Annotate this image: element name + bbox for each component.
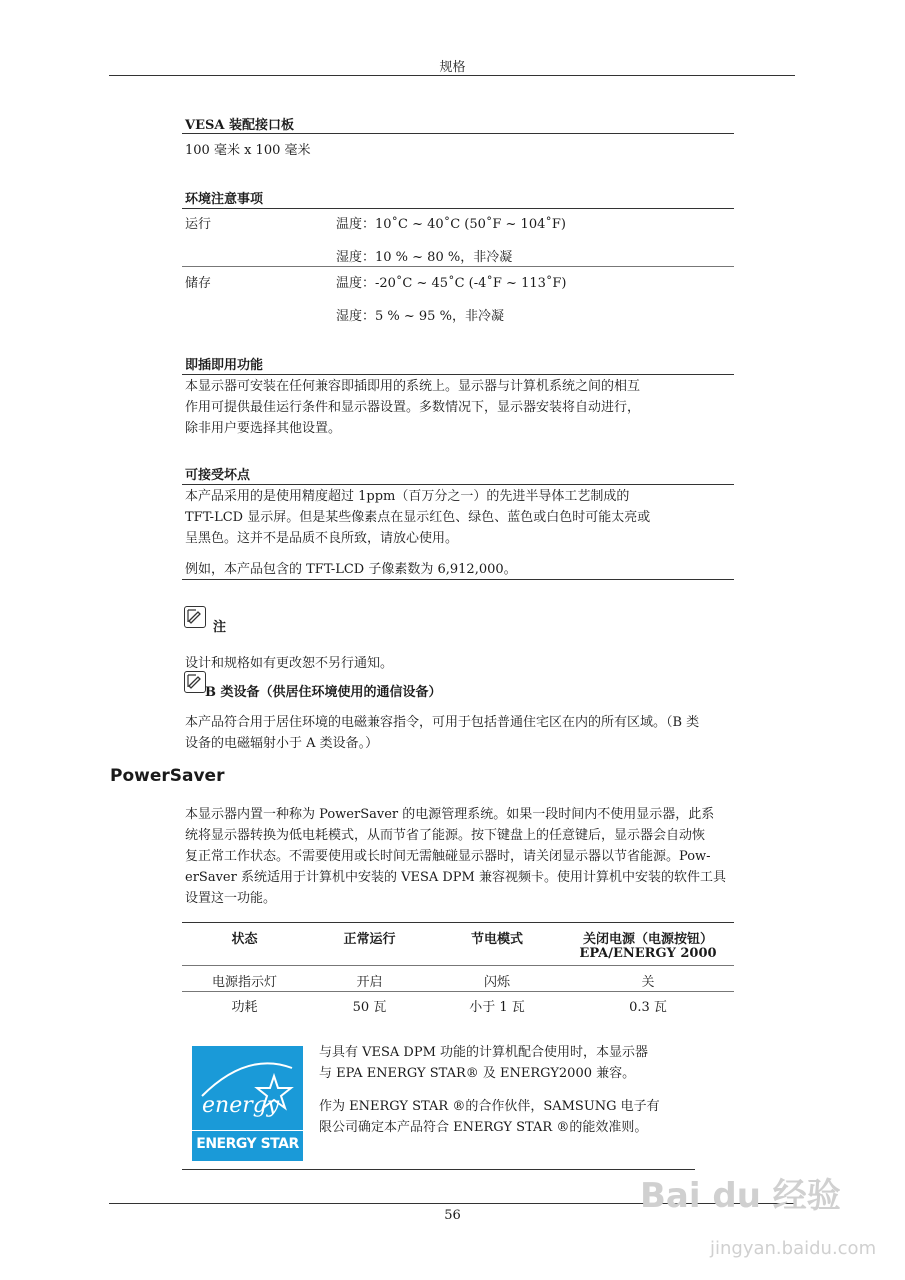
energystar-rule: [182, 1169, 695, 1170]
energystar-line: 与 EPA ENERGY STAR® 及 ENERGY2000 兼容。: [319, 1066, 636, 1081]
env-operating-label: 运行: [185, 217, 212, 232]
energy-star-label: ENERGY STAR: [196, 1136, 299, 1152]
power-table-cell: 功耗: [231, 1000, 258, 1015]
deadpixel-line: 呈黑色。这并不是品质不良所致，请放心使用。: [185, 531, 459, 546]
powersaver-line: 设置这一功能。: [185, 891, 277, 906]
plugplay-line: 除非用户要选择其他设置。: [185, 421, 342, 436]
page-number: 56: [444, 1208, 461, 1223]
environment-heading: 环境注意事项: [185, 192, 264, 207]
energy-script: energy: [202, 1093, 280, 1118]
energystar-line: 与具有 VESA DPM 功能的计算机配合使用时，本显示器: [319, 1045, 649, 1060]
powersaver-line: 复正常工作状态。不需要使用或长时间无需触碰显示器时，请关闭显示器以节省能源。Pow-: [185, 849, 711, 864]
deadpixel-body: [185, 486, 745, 549]
note1-text: 设计和规格如有更改恕不另行通知。: [185, 656, 394, 671]
powersaver-line: erSaver 系统适用于计算机中安装的 VESA DPM 兼容视频卡。使用计算机中安装的软件工具: [185, 870, 726, 885]
env-storage-label: 储存: [185, 276, 212, 291]
powersaver-body: [185, 804, 800, 909]
power-table-header-normal: 正常运行: [343, 932, 396, 947]
note-icon: [184, 671, 206, 693]
power-table-header-epa: EPA/ENERGY 2000: [579, 946, 717, 961]
vesa-heading: VESA 装配接口板: [185, 118, 294, 133]
energy-star-divider: [192, 1130, 303, 1131]
header-rule: [109, 75, 795, 76]
power-table-cell: 小于 1 瓦: [469, 1000, 525, 1015]
note2-line: 设备的电磁辐射小于 A 类设备。）: [185, 736, 379, 751]
power-table-cell: 关: [641, 975, 655, 990]
env-operating-temp: 温度：10˚C ~ 40˚C (50˚F ~ 104˚F): [336, 217, 566, 232]
note2-label: B 类设备（供居住环境使用的通信设备）: [205, 685, 442, 700]
plugplay-heading: 即插即用功能: [185, 358, 264, 373]
power-table-header-off: 关闭电源（电源按钮）: [582, 932, 713, 947]
power-table-header-rule: [182, 965, 734, 966]
note2-line: 本产品符合用于居住环境的电磁兼容指令，可用于包括普通住宅区在内的所有区域。（B 类: [185, 715, 700, 730]
env-operating-humidity: 湿度：10 % ~ 80 %，非冷凝: [336, 250, 513, 265]
environment-row-rule: [182, 266, 734, 267]
energystar-para1: [319, 1042, 719, 1084]
power-table-cell: 50 瓦: [352, 1000, 387, 1015]
env-storage-temp: 温度：-20˚C ~ 45˚C (-4˚F ~ 113˚F): [336, 276, 567, 291]
power-table-top-rule: [182, 922, 734, 923]
plugplay-line: 作用可提供最佳运行条件和显示器设置。多数情况下，显示器安装将自动进行，: [185, 400, 641, 415]
powersaver-line: 本显示器内置一种称为 PowerSaver 的电源管理系统。如果一段时间内不使用显示器，此系: [185, 807, 715, 822]
power-table-header-state: 状态: [231, 932, 258, 947]
energystar-para2: [319, 1096, 719, 1138]
vesa-value: 100 毫米 x 100 毫米: [185, 143, 311, 158]
deadpixel-line: 本产品采用的是使用精度超过 1ppm（百万分之一）的先进半导体工艺制成的: [185, 489, 630, 504]
page-header-title: 规格: [439, 60, 466, 75]
plugplay-body: [185, 376, 745, 439]
powersaver-heading: PowerSaver: [110, 766, 225, 786]
powersaver-line: 统将显示器转换为低电耗模式，从而节省了能源。按下键盘上的任意键后，显示器会自动恢: [185, 828, 706, 843]
deadpixel-example: 例如，本产品包含的 TFT-LCD 子像素数为 6,912,000。: [185, 562, 517, 577]
note1-label: 注: [213, 620, 227, 635]
energy-star-symbol-icon: [192, 1046, 303, 1136]
power-table-row-rule: [182, 991, 734, 992]
note2-body: [185, 712, 800, 754]
deadpixel-line: TFT-LCD 显示屏。但是某些像素点在显示红色、绿色、蓝色或白色时可能太亮或: [185, 510, 651, 525]
power-table-cell: 0.3 瓦: [629, 1000, 667, 1015]
plugplay-line: 本显示器可安装在任何兼容即插即用的系统上。显示器与计算机系统之间的相互: [185, 379, 641, 394]
vesa-rule: [182, 133, 734, 134]
env-storage-humidity: 湿度：5 % ~ 95 %，非冷凝: [336, 309, 504, 324]
deadpixel-rule: [182, 484, 734, 485]
power-table-cell: 闪烁: [483, 975, 510, 990]
energy-star-logo: [192, 1046, 303, 1161]
deadpixel-bottom-rule: [182, 579, 734, 580]
note-icon: [184, 606, 206, 628]
watermark-brand: Bai du 经验: [640, 1176, 841, 1216]
deadpixel-heading: 可接受坏点: [185, 468, 251, 483]
power-table-cell: 电源指示灯: [211, 975, 277, 990]
plugplay-rule: [182, 374, 734, 375]
watermark-url: jingyan.baidu.com: [710, 1238, 877, 1259]
energystar-line: 作为 ENERGY STAR ®的合作伙伴，SAMSUNG 电子有: [319, 1099, 660, 1114]
power-table-cell: 开启: [356, 975, 383, 990]
power-table-header-saving: 节电模式: [470, 932, 523, 947]
environment-rule: [182, 208, 734, 209]
energystar-line: 限公司确定本产品符合 ENERGY STAR ®的能效准则。: [319, 1120, 648, 1135]
